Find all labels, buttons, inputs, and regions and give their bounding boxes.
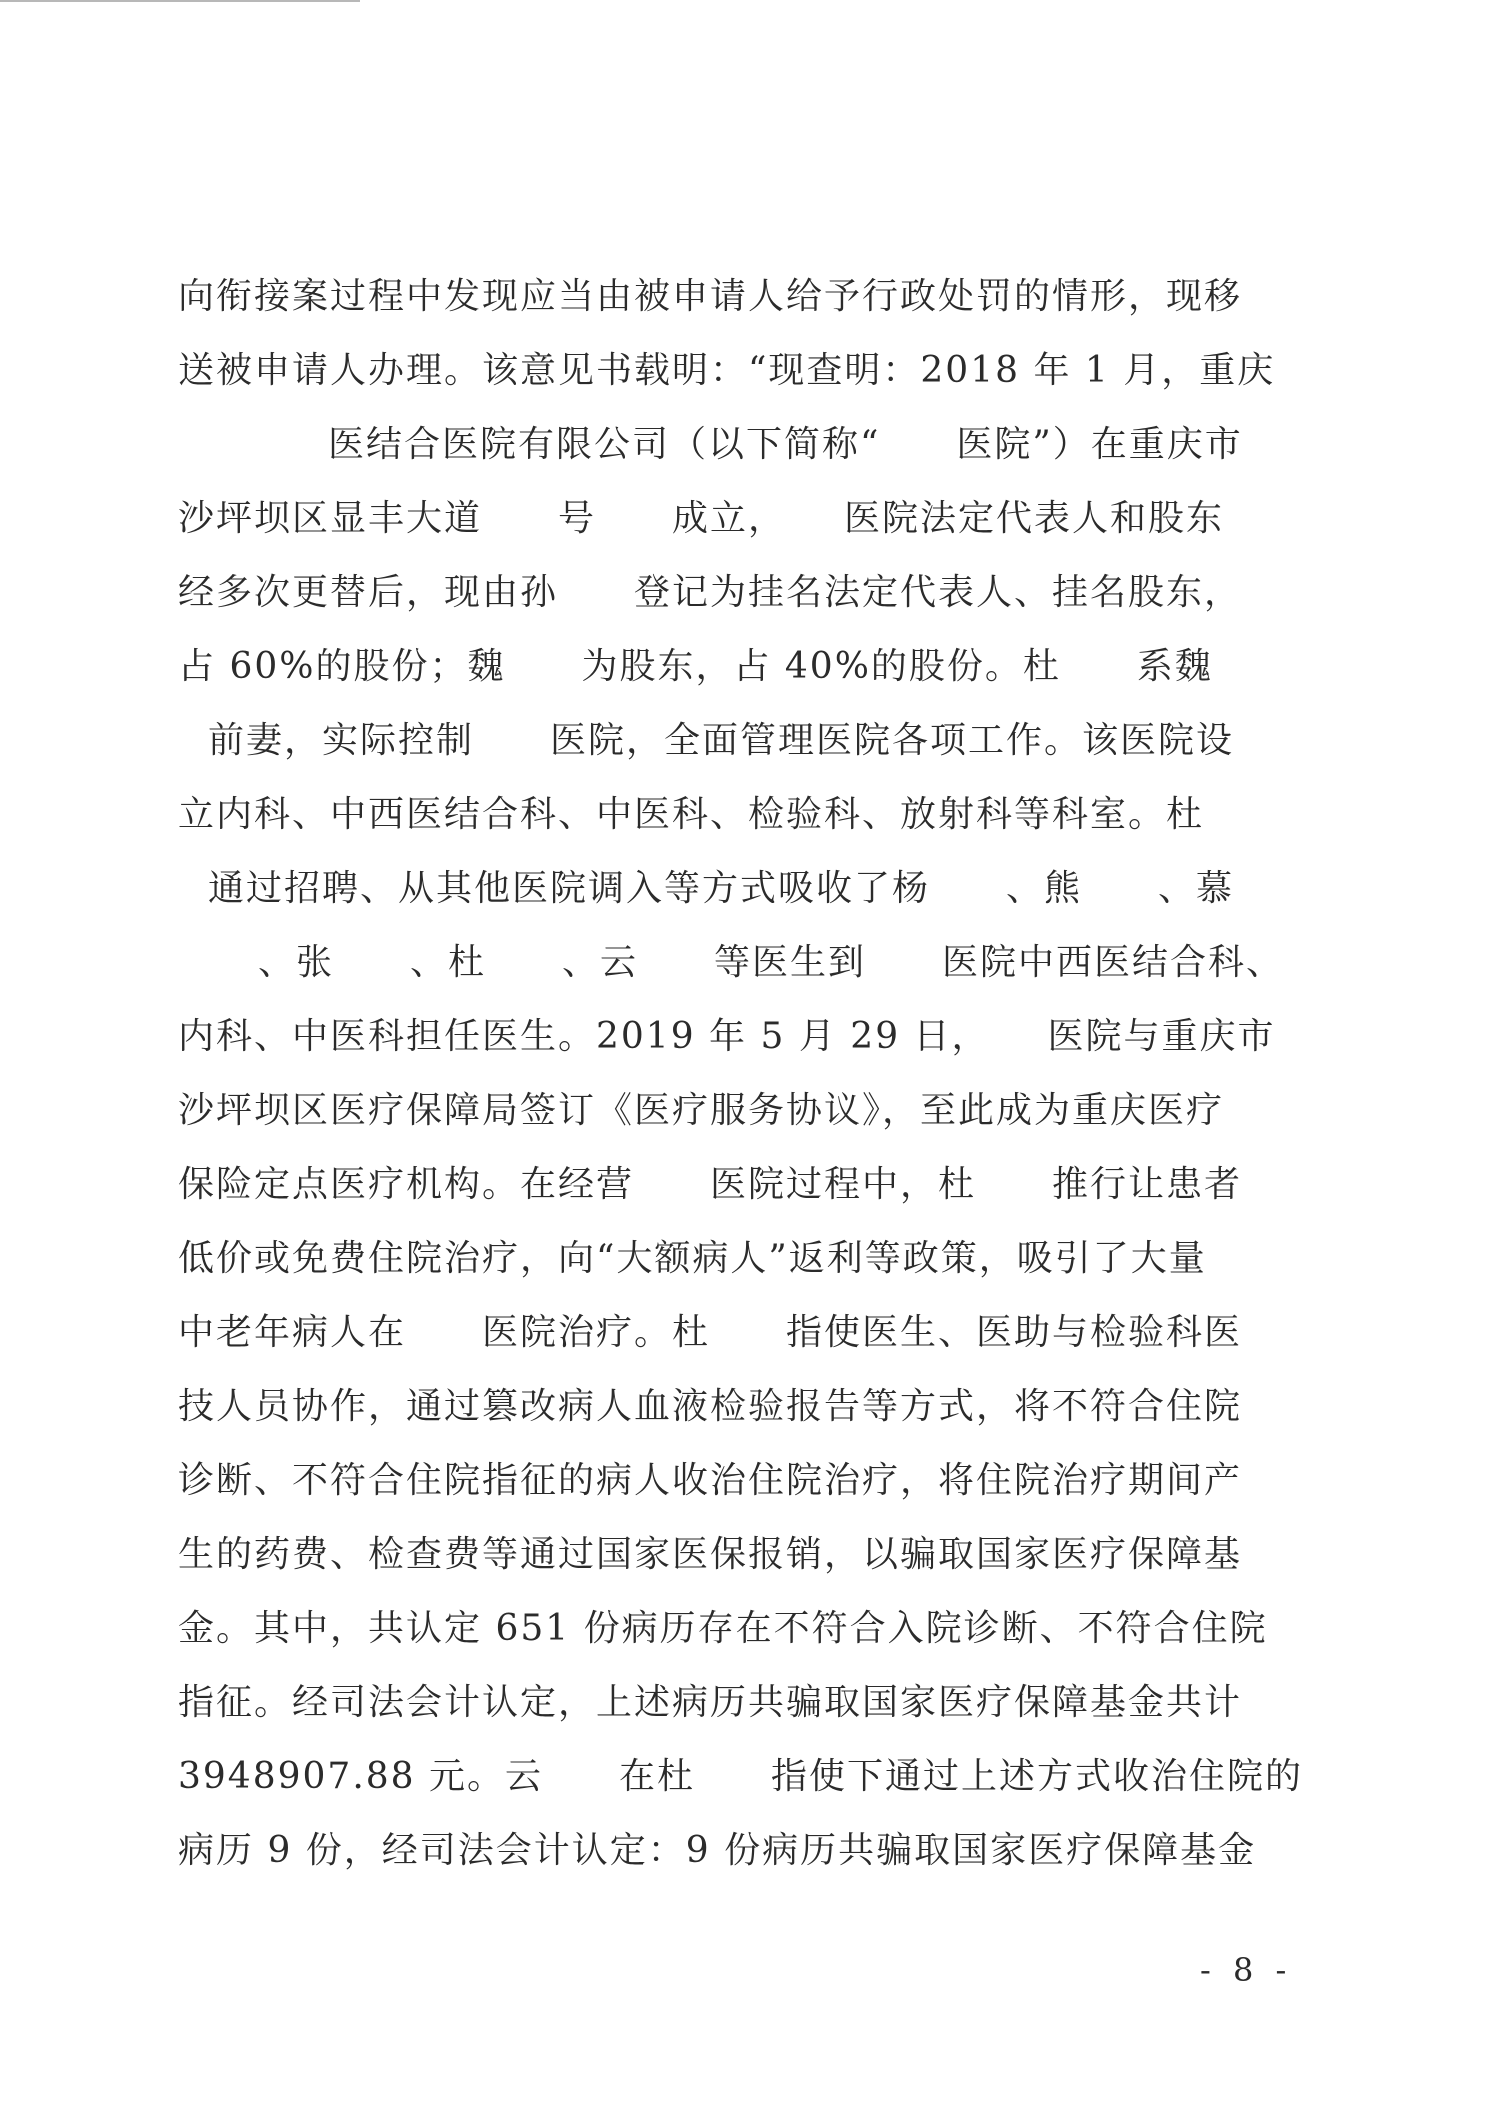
text-line: 通过招聘、从其他医院调入等方式吸收了杨 、熊 、慕: [208, 868, 1235, 909]
text-line: 沙坪坝区显丰大道 号 成立， 医院法定代表人和股东: [178, 498, 1225, 539]
text-line: 中老年病人在 医院治疗。杜 指使医生、医助与检验科医: [178, 1312, 1243, 1353]
text-line: 医结合医院有限公司（以下简称“ 医院”）在重庆市: [328, 424, 1243, 465]
text-line: 、张 、杜 、云 等医生到 医院中西医结合科、: [258, 942, 1285, 983]
text-line: 低价或免费住院治疗，向“大额病人”返利等政策，吸引了大量: [178, 1238, 1207, 1279]
text-line: 立内科、中西医结合科、中医科、检验科、放射科等科室。杜: [178, 794, 1205, 835]
text-line: 病历 9 份，经司法会计认定：9 份病历共骗取国家医疗保障基金: [178, 1830, 1257, 1871]
text-line: 内科、中医科担任医生。2019 年 5 月 29 日， 医院与重庆市: [178, 1016, 1276, 1057]
text-line: 3948907.88 元。云 在杜 指使下通过上述方式收治住院的: [178, 1756, 1304, 1797]
text-line: 前妻，实际控制 医院，全面管理医院各项工作。该医院设: [208, 720, 1235, 761]
page-number: - 8 -: [1200, 1951, 1293, 1989]
text-line: 诊断、不符合住院指征的病人收治住院治疗，将住院治疗期间产: [178, 1460, 1243, 1501]
text-line: 经多次更替后，现由孙 登记为挂名法定代表人、挂名股东，: [178, 572, 1243, 613]
text-line: 占 60%的股份；魏 为股东，占 40%的股份。杜 系魏: [178, 646, 1213, 687]
text-line: 生的药费、检查费等通过国家医保报销，以骗取国家医疗保障基: [178, 1534, 1243, 1575]
text-line: 保险定点医疗机构。在经营 医院过程中，杜 推行让患者: [178, 1164, 1243, 1205]
text-line: 沙坪坝区医疗保障局签订《医疗服务协议》，至此成为重庆医疗: [178, 1090, 1225, 1131]
text-line: 金。其中，共认定 651 份病历存在不符合入院诊断、不符合住院: [178, 1608, 1268, 1649]
text-line: 技人员协作，通过篡改病人血液检验报告等方式，将不符合住院: [178, 1386, 1243, 1427]
text-line: 向衔接案过程中发现应当由被申请人给予行政处罚的情形，现移: [178, 276, 1243, 317]
text-line: 指征。经司法会计认定，上述病历共骗取国家医疗保障基金共计: [178, 1682, 1243, 1723]
text-line: 送被申请人办理。该意见书载明：“现查明：2018 年 1 月，重庆: [178, 350, 1276, 391]
